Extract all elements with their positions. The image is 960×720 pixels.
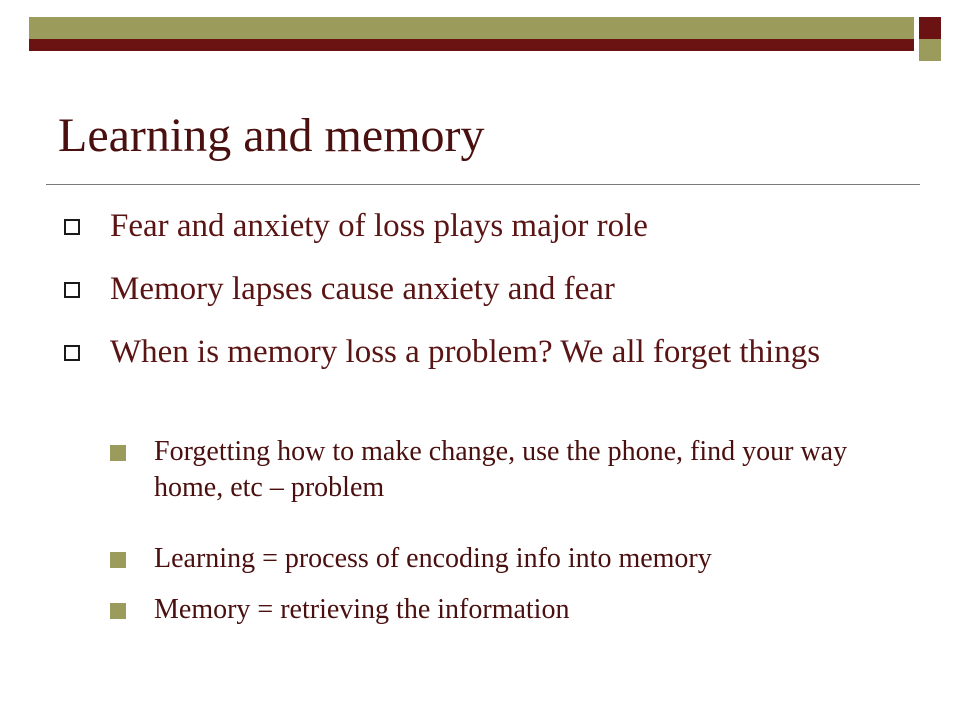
slide-title: Learning and memory bbox=[58, 109, 485, 162]
bullet-text: Fear and anxiety of loss plays major role bbox=[110, 208, 648, 244]
hollow-square-bullet-icon bbox=[64, 282, 80, 298]
filled-square-bullet-icon bbox=[110, 552, 126, 568]
bullet-text: Memory lapses cause anxiety and fear bbox=[110, 271, 615, 307]
bullet-text: When is memory loss a problem? We all forget things bbox=[110, 334, 821, 370]
sub-bullet-text: Forgetting how to make change, use the phone, find your way home, etc – problem bbox=[154, 436, 848, 503]
filled-square-bullet-icon bbox=[110, 445, 126, 461]
hollow-square-bullet-icon bbox=[64, 345, 80, 361]
sub-bullet-text: Memory = retrieving the information bbox=[154, 594, 570, 625]
filled-square-bullet-icon bbox=[110, 603, 126, 619]
sub-bullet-text: Learning = process of encoding info into memory bbox=[154, 543, 712, 574]
hollow-square-bullet-icon bbox=[64, 219, 80, 235]
